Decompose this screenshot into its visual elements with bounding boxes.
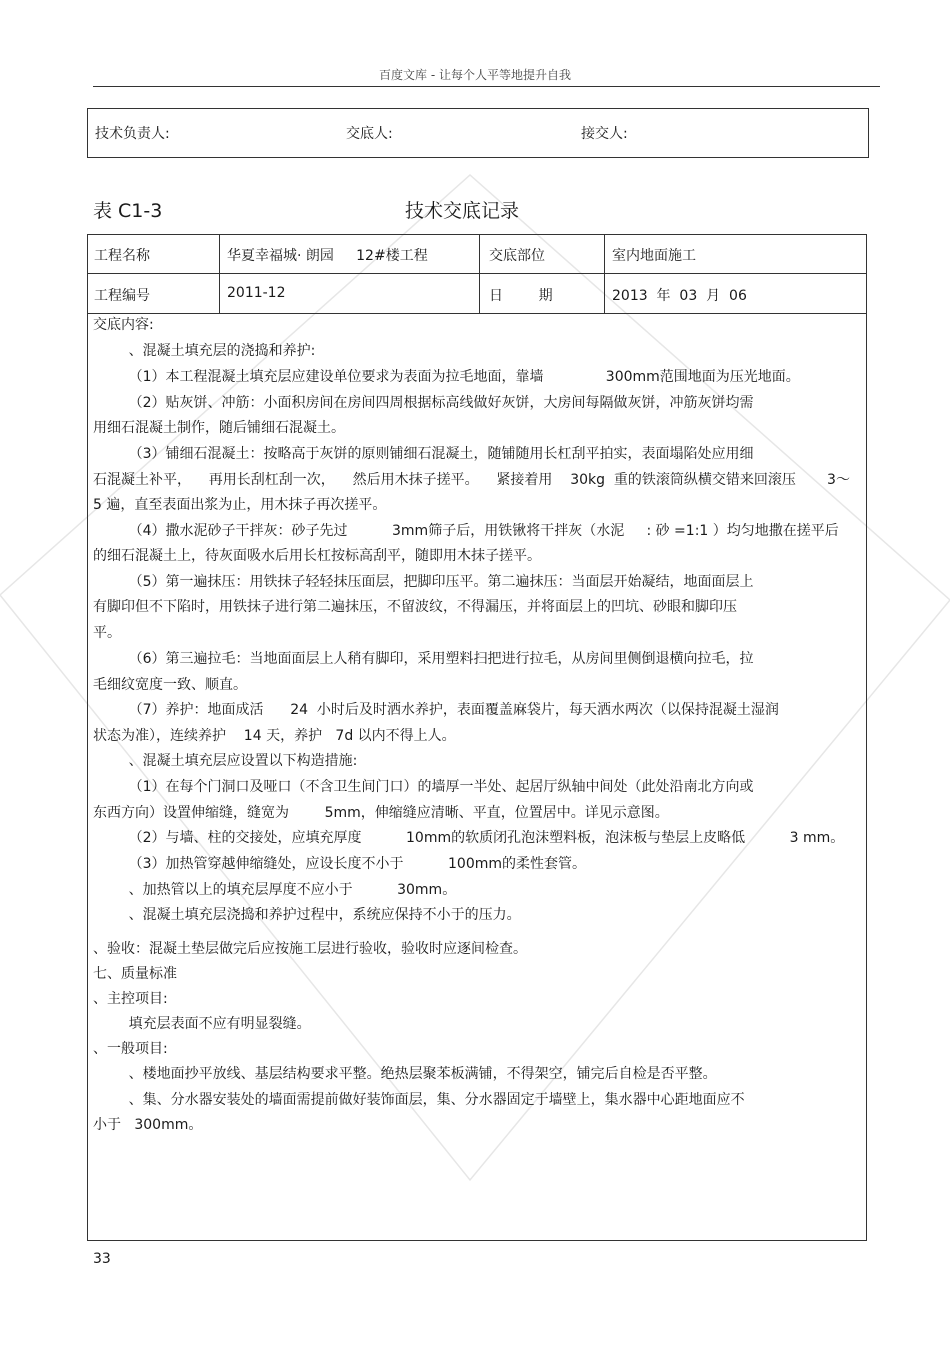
site-header: 百度文库 - 让每个人平等地提升自我 xyxy=(379,68,571,82)
form-number: 表 C1-3 xyxy=(93,200,163,222)
row-divider xyxy=(88,313,866,314)
content-line: 七、质量标准 xyxy=(93,966,177,982)
content-line: 石混凝土补平， 再用长刮杠刮一次， 然后用木抹子搓平。 紧接着用 30kg 重的铁滚筒纵横交错来回滚压 3～ xyxy=(93,472,850,488)
project-name-label: 工程名称 xyxy=(94,248,150,264)
project-name-value: 华夏幸福城· 朗园 12#楼工程 xyxy=(227,248,428,264)
content-line: （7）养护：地面成活 24 小时后及时洒水养护，表面覆盖麻袋片，每天洒水两次（以保持混凝土湿润 xyxy=(93,702,779,718)
content-line: 、一般项目: xyxy=(93,1041,168,1057)
content-line: （1）在每个门洞口及哑口（不含卫生间门口）的墙厚一半处、起居厅纵轴中间处（此处沿南北方向或 xyxy=(93,779,754,795)
content-line: 、混凝土填充层浇捣和养护过程中，系统应保持不小于的压力。 xyxy=(93,907,521,923)
date-value: 2013 年 03 月 06 xyxy=(612,288,747,304)
content-line: 、混凝土填充层的浇捣和养护: xyxy=(93,343,316,359)
content-line: 、楼地面抄平放线、基层结构要求平整。绝热层聚苯板满铺，不得架空，铺完后自检是否平整。 xyxy=(93,1066,717,1082)
project-no-label: 工程编号 xyxy=(94,288,150,304)
content-line: 填充层表面不应有明显裂缝。 xyxy=(93,1016,311,1032)
row-divider xyxy=(88,273,866,274)
signature-box xyxy=(87,108,869,158)
project-no-value: 2011-12 xyxy=(227,285,286,301)
content-line: 、集、分水器安装处的墙面需提前做好装饰面层，集、分水器固定于墙壁上，集水器中心距地面应不 xyxy=(93,1092,745,1108)
content-line: （4）撒水泥砂子干拌灰：砂子先过 3mm筛子后，用铁锹将干拌灰（水泥 : 砂 =1:1 ）均匀地撒在搓平后 xyxy=(93,523,839,539)
content-line: 的细石混凝土上，待灰面吸水后用长杠按标高刮平，随即用木抹子搓平。 xyxy=(93,548,541,564)
document-title: 技术交底记录 xyxy=(405,200,520,222)
content-line: 交底内容: xyxy=(93,317,154,333)
content-line: （5）第一遍抹压：用铁抹子轻轻抹压面层，把脚印压平。第二遍抹压：当面层开始凝结，地面面层上 xyxy=(93,574,754,590)
content-line: （2）与墙、柱的交接处，应填充厚度 10mm的软质闭孔泡沫塑料板，泡沫板与垫层上皮略低 3 mm。 xyxy=(93,830,845,846)
column-divider xyxy=(479,235,480,313)
content-line: 用细石混凝土制作，随后铺细石混凝土。 xyxy=(93,420,345,436)
content-line: 5 遍，直至表面出浆为止，用木抹子再次搓平。 xyxy=(93,497,387,513)
page-number: 33 xyxy=(93,1251,111,1267)
column-divider xyxy=(219,235,220,313)
receiver-label: 接交人: xyxy=(581,126,628,142)
content-line: 、混凝土填充层应设置以下构造措施: xyxy=(93,753,358,769)
content-line: （3）铺细石混凝土：按略高于灰饼的原则铺细石混凝土，随铺随用长杠刮平拍实，表面塌陷处应用细 xyxy=(93,446,754,462)
content-line: 毛细纹宽度一致、顺直。 xyxy=(93,677,247,693)
content-line: 小于 300mm。 xyxy=(93,1117,203,1133)
content-line: 、主控项目: xyxy=(93,991,168,1007)
column-divider xyxy=(604,235,605,313)
content-line: 、验收：混凝土垫层做完后应按施工层进行验收，验收时应逐间检查。 xyxy=(93,941,527,957)
title-row xyxy=(93,196,873,222)
content-line: （1）本工程混凝土填充层应建设单位要求为表面为拉毛地面，靠墙 300mm范围地面为压光地面。 xyxy=(93,369,800,385)
location-value: 室内地面施工 xyxy=(612,248,696,264)
content-line: （6）第三遍拉毛：当地面面层上人稍有脚印，采用塑料扫把进行拉毛，从房间里侧倒退横向拉毛，拉 xyxy=(93,651,754,667)
content-line: 东西方向）设置伸缩缝，缝宽为 5mm，伸缩缝应清晰、平直，位置居中。详见示意图。 xyxy=(93,805,669,821)
date-label: 日 期 xyxy=(489,288,553,304)
presenter-label: 交底人: xyxy=(346,126,393,142)
content-line: 、加热管以上的填充层厚度不应小于 30mm。 xyxy=(93,882,457,898)
header-divider xyxy=(93,86,880,87)
tech-lead-label: 技术负责人: xyxy=(95,126,170,142)
content-line: 状态为准），连续养护 14 天，养护 7d 以内不得上人。 xyxy=(93,728,456,744)
location-label: 交底部位 xyxy=(489,248,545,264)
content-line: 平。 xyxy=(93,625,121,641)
content-line: 有脚印但不下陷时，用铁抹子进行第二遍抹压，不留波纹，不得漏压，并将面层上的凹坑、砂眼和脚印压 xyxy=(93,599,737,615)
content-line: （3）加热管穿越伸缩缝处，应设长度不小于 100mm的柔性套管。 xyxy=(93,856,587,872)
content-line: （2）贴灰饼、冲筋：小面积房间在房间四周根据标高线做好灰饼，大房间每隔做灰饼，冲筋灰饼均需 xyxy=(93,395,754,411)
